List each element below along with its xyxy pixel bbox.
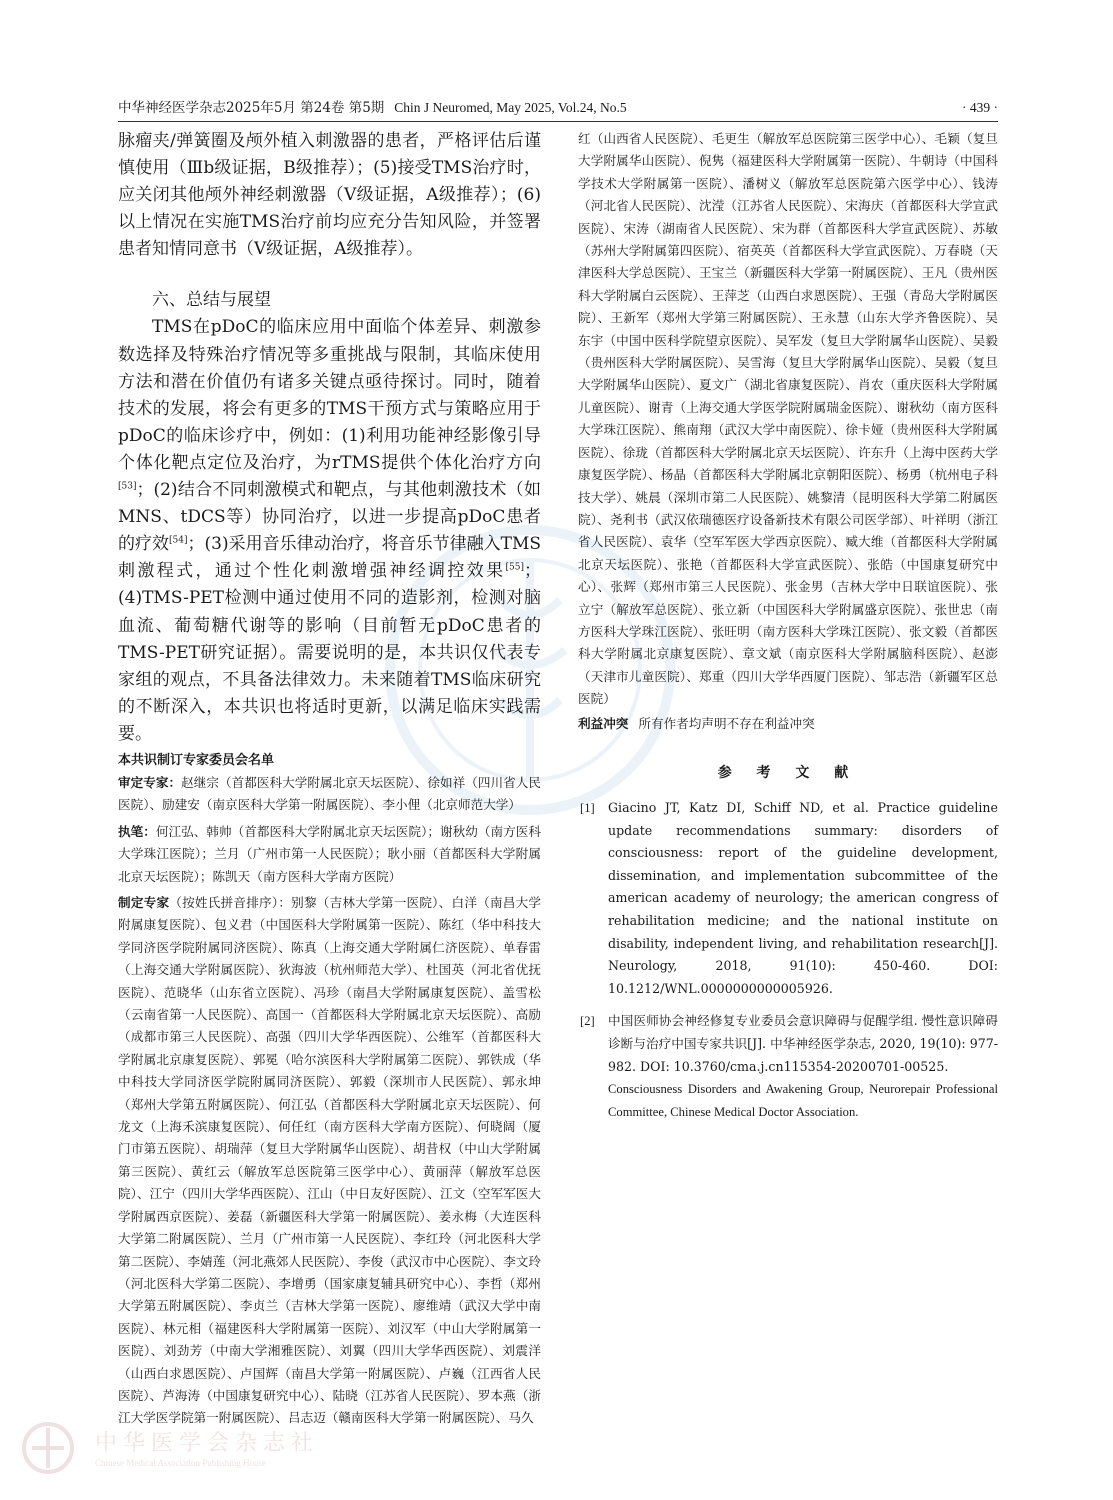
experts-text-part2: 红（山西省人民医院）、毛更生（解放军总医院第三医学中心）、毛颖（复旦大学附属华山医院）、倪隽（福建医科大学附属第一医院）、牛朝诗（中国科学技术大学附属第一医院）、潘树义（解放军总医院第六医学中心）、钱涛（河北省人民医院）、沈滢（江苏省人民医院）、宋海庆（首都医科大学宣武医院）、宋涛（湖南省人民医院）、宋为群（首都医科大学宣武医院）、苏敏（苏州大学附属第四医院）、宿英英（首都医科大学宣武医院）、万春晓（天津医科大学总医院）、王宝兰（新疆医科大学第一附属医院）、王凡（贵州医科大学附属白云医院）、王萍芝（山西白求恩医院）、王强（青岛大学附属医院）、王新军（郑州大学第三附属医院）、王永慧（山东大学齐鲁医院）、吴东宇（中国中医科学院望京医院）、吴军发（复旦大学附属华山医院）、吴毅（贵州医科大学附属医院）、吴雪海（复旦大学附属华山医院）、吴毅（复旦大学附属华山医院）、夏文广（湖北省康复医院）、肖农（重庆医科大学附属儿童医院）、谢青（上海交通大学医学院附属瑞金医院）、谢秋幼（南方医科大学珠江医院）、熊南翔（武汉大学中南医院）、徐卡娅（贵州医科大学附属医院）、徐珑（首都医科大学附属北京天坛医院）、许东升（上海中医药大学康复医学院）、杨晶（首都医科大学附属北京朝阳医院）、杨勇（杭州电子科技大学）、姚晨（深圳市第二人民医院）、姚黎清（昆明医科大学第二附属医院）、尧利书（武汉依瑞德医疗设备新技术有限公司医学部）、叶祥明（浙江省人民医院）、袁华（空军军医大学西京医院）、臧大维（首都医科大学附属北京天坛医院）、张艳（首都医科大学宣武医院）、张皓（中国康复研究中心）、张辉（郑州市第三人民医院）、张金男（吉林大学中日联谊医院）、张立宁（解放军总医院）、张立新（中国医科大学附属盛京医院）、张世忠（南方医科大学珠江医院）、张旺明（南方医科大学珠江医院）、张文毅（首都医科大学附属北京康复医院）、章文斌（南京医科大学附属脑科医院）、赵澎（天津市儿童医院）、郑重（四川大学华西厦门医院）、邹志浩（新疆军区总医院） — [578, 131, 998, 707]
section-text-2: ；(2)结合不同刺激模式和靶点，与其他刺激技术（如MNS、tDCS等）协同治疗，以进一步提高pDoC患者的疗效 — [118, 480, 541, 555]
review-experts — [118, 772, 541, 817]
experts-text-part1: （按姓氏拼音排序）：别黎（吉林大学第一医院）、白洋（南昌大学附属康复医院）、包义君（中国医科大学附属第一医院）、陈红（华中科技大学同济医学院附属同济医院）、陈真（上海交通大学附属仁济医院）、单春雷（上海交通大学附属医院）、狄海波（杭州师范大学）、杜国英（河北省优抚医院）、范晓华（山东省立医院）、冯珍（南昌大学附属康复医院）、盖雪松（云南省第一人民医院）、高国一（首都医科大学附属北京天坛医院）、高励（成都市第三人民医院）、高强（四川大学华西医院）、公维军（首都医科大学附属北京康复医院）、郭冕（哈尔滨医科大学附属第二医院）、郭铁成（华中科技大学同济医学院附属同济医院）、郭毅（深圳市人民医院）、郭永坤（郑州大学第五附属医院）、何江弘（首都医科大学附属北京天坛医院）、何龙文（上海禾滨康复医院）、何任红（南方医科大学南方医院）、何晓阔（厦门市第五医院）、胡瑞萍（复旦大学附属华山医院）、胡昔权（中山大学附属第三医院）、黄红云（解放军总医院第三医学中心）、黄丽萍（解放军总医院）、江宁（四川大学华西医院）、江山（中日友好医院）、江文（空军军医大学附属西京医院）、姜磊（新疆医科大学第一附属医院）、姜永梅（大连医科大学第二附属医院）、兰月（广州市第一人民医院）、李红玲（河北医科大学第二医院）、李婧莲（河北燕郊人民医院）、李俊（武汉市中心医院）、李文玲（河北医科大学第二医院）、李增勇（国家康复辅具研究中心）、李哲（郑州大学第五附属医院）、李贞兰（吉林大学第一医院）、廖维靖（武汉大学中南医院）、林元相（福建医科大学附属第一医院）、刘汉军（中山大学附属第一医院）、刘劲芳（中南大学湘雅医院）、刘翼（四川大学华西医院）、刘震洋（山西白求恩医院）、卢国辉（南昌大学第一附属医院）、卢巍（江西省人民医院）、芦海涛（中国康复研究中心）、陆晓（江苏省人民医院）、罗本燕（浙江大学医学院第一附属医院）、吕志迈（赣南医科大学第一附属医院）、马久 — [118, 895, 542, 1426]
publisher-name-cn: 中华医学会杂志社 — [95, 1431, 320, 1456]
experts-list-part2 — [578, 128, 998, 711]
writers-label: 执笔： — [118, 823, 156, 839]
section-paragraph — [118, 314, 541, 748]
right-column — [578, 128, 998, 1133]
reference-text-en: Consciousness Disorders and Awakening Group, Neurorepair Professional Committee, Chinese Medical Doctor Association. — [608, 1082, 998, 1119]
writers-text: 何江弘、韩帅（首都医科大学附属北京天坛医院）；谢秋幼（南方医科大学珠江医院）；兰月（广州市第一人民医院）；耿小丽（首都医科大学附属北京天坛医院）；陈凯天（南方医科大学南方医院） — [118, 823, 542, 884]
references-title: 参 考 文 献 — [717, 764, 859, 781]
review-label: 审定专家： — [118, 774, 182, 790]
committee-title: 本共识制订专家委员会名单 — [118, 752, 275, 768]
conflict-text: 所有作者均声明不存在利益冲突 — [638, 715, 815, 731]
conflict-of-interest — [578, 713, 998, 735]
section-text-1: TMS在pDoC的临床应用中面临个体差异、刺激参数选择及特殊治疗情况等多重挑战与限制，其临床使用方法和潜在价值仍有诸多关键点亟待探讨。同时，随着技术的发展，将会有更多的TMS干预方式与策略应用于pDoC的临床诊疗中，例如：(1)利用功能神经影像引导个体化靶点定位及治疗，为rTMS提供个体化治疗方向 — [118, 317, 541, 473]
citation-54[interactable]: [54] — [169, 535, 188, 546]
reference-item — [578, 797, 998, 1000]
section-title: 六、总结与展望 — [152, 290, 271, 311]
writers — [118, 821, 541, 888]
running-header — [118, 97, 998, 122]
reference-list — [578, 797, 998, 1123]
publisher-name-en: Chinese Medical Association Publishing House — [95, 1458, 266, 1468]
reference-number: [1] — [580, 800, 595, 815]
publisher-logo-icon — [18, 1418, 78, 1478]
page-number: · 439 · — [962, 100, 998, 115]
section-text-4: ；(4)TMS-PET检测中通过使用不同的造影剂，检测对脑血流、葡萄糖代谢等的影响（目前暂无pDoC患者的TMS-PET研究证据）。需要说明的是，本共识仅代表专家组的观点，不具备法律效力。未来随着TMS临床研究的不断深入，本共识也将适时更新，以满足临床实践需要。 — [118, 561, 541, 744]
journal-title-cn: 中华神经医学杂志2025年5月 第24卷 第5期 — [118, 100, 385, 116]
reference-text: Giacino JT, Katz DI, Schiff ND, et al. Practice guideline update recommendations summary: disorders of consciousness: report of the guideline development, dissemination, and implementation subcommittee of the american academy of neurology; the american congress of rehabilitation medicine; and the national institute on disability, independent living, and rehabilitation research[J]. Neurology, 2018, 91(10): 450-460. DOI: 10.1212/WNL.0000000000005926. — [608, 799, 998, 996]
section-text-3: ；(3)采用音乐律动治疗，将音乐节律融入TMS刺激程式，通过个性化刺激增强神经调控效果 — [118, 534, 541, 582]
conflict-label: 利益冲突 — [578, 715, 629, 731]
left-column — [118, 128, 541, 1430]
publisher-watermark — [0, 1418, 560, 1478]
journal-info — [118, 97, 627, 119]
reference-text: 中国医师协会神经修复专业委员会意识障碍与促醒学组. 慢性意识障碍诊断与治疗中国专家共识[J]. 中华神经医学杂志, 2020, 19(10): 977-982. DOI: 10.3760/cma.j.cn115354-20200701-00525. — [608, 1013, 998, 1074]
citation-53[interactable]: [53] — [118, 481, 137, 492]
review-text: 赵继宗（首都医科大学附属北京天坛医院）、徐如祥（四川省人民医院）、励建安（南京医科大学第一附属医院）、李小俚（北京师范大学） — [118, 774, 542, 813]
citation-55[interactable]: [55] — [505, 562, 524, 573]
experts-label: 制定专家 — [118, 895, 170, 910]
intro-paragraph: 脉瘤夹/弹簧圈及颅外植入刺激器的患者，严格评估后谨慎使用（Ⅲb级证据，B级推荐）；(5)接受TMS治疗时，应关闭其他颅外神经刺激器（Ⅴ级证据，A级推荐）；(6)以上情况在实施TMS治疗前均应充分告知风险，并签署患者知情同意书（Ⅴ级证据，A级推荐）。 — [118, 131, 541, 260]
reference-number: [2] — [580, 1014, 595, 1029]
reference-item — [578, 1010, 998, 1123]
journal-title-en: Chin J Neuromed, May 2025, Vol.24, No.5 — [394, 100, 627, 115]
experts-list-part1 — [118, 892, 541, 1430]
